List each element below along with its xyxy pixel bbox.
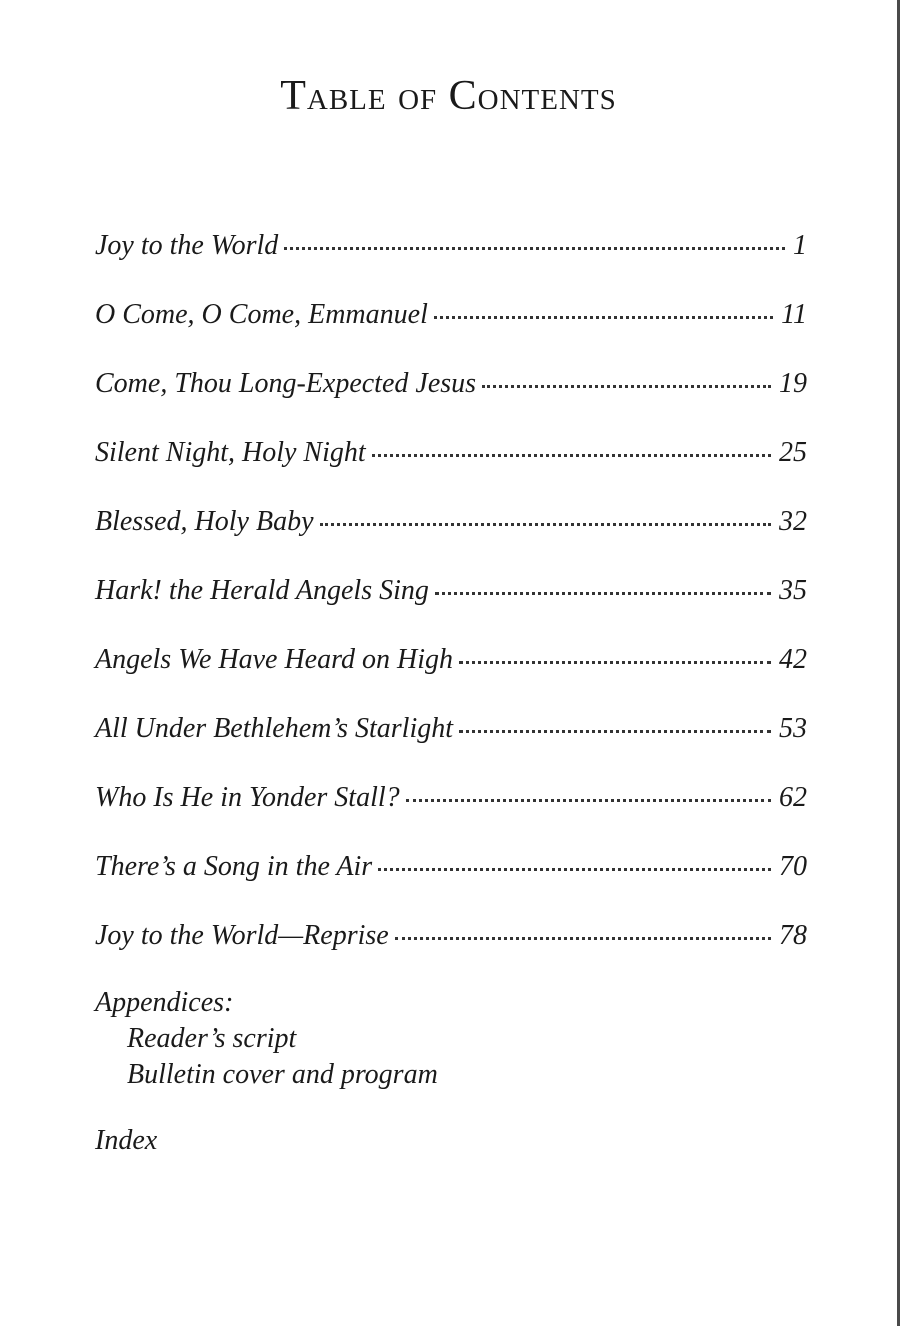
toc-entry-page: 42 (779, 644, 807, 675)
toc-entry-title: O Come, O Come, Emmanuel (95, 299, 428, 330)
dot-leader (482, 364, 771, 392)
toc-entry-title: Silent Night, Holy Night (95, 437, 366, 468)
toc-entry-page: 70 (779, 851, 807, 882)
dot-leader (320, 502, 772, 530)
toc-entry-page: 32 (779, 506, 807, 537)
toc-entry[interactable] (95, 498, 807, 567)
toc-entry[interactable] (95, 774, 807, 843)
dot-leader (434, 295, 773, 323)
dot-leader (378, 847, 771, 875)
toc-entry-title: Joy to the World—Reprise (95, 920, 389, 951)
toc-entry-title: Come, Thou Long-Expected Jesus (95, 368, 477, 399)
toc-entry[interactable] (95, 222, 807, 291)
toc-entry-page: 35 (779, 575, 807, 606)
toc-entry-title: There’s a Song in the Air (95, 851, 373, 882)
dot-leader (459, 709, 771, 737)
appendix-item[interactable]: Reader’s script (127, 1023, 297, 1054)
toc-entry-title: Angels We Have Heard on High (95, 644, 453, 675)
appendices-heading: Appendices: (95, 987, 234, 1018)
toc-entry-title: Joy to the World (95, 230, 279, 261)
toc-entry-page: 1 (793, 230, 807, 261)
toc-entry-title: Who Is He in Yonder Stall? (95, 782, 400, 813)
toc-entry-page: 19 (779, 368, 807, 399)
toc-entry-page: 25 (779, 437, 807, 468)
toc-entry[interactable] (95, 567, 807, 636)
toc-entry[interactable] (95, 429, 807, 498)
dot-leader (406, 778, 771, 806)
toc-entry-page: 53 (779, 713, 807, 744)
toc-entry-page: 62 (779, 782, 807, 813)
toc-entry-title: All Under Bethlehem’s Starlight (95, 713, 453, 744)
toc-entry-page: 78 (779, 920, 807, 951)
dot-leader (395, 916, 771, 944)
toc-entry-title: Blessed, Holy Baby (95, 506, 314, 537)
table-of-contents (95, 222, 807, 981)
toc-entry[interactable] (95, 360, 807, 429)
dot-leader (435, 571, 771, 599)
dot-leader (459, 640, 771, 668)
toc-entry-page: 11 (781, 299, 807, 330)
toc-entry[interactable] (95, 636, 807, 705)
toc-entry[interactable] (95, 843, 807, 912)
toc-entry[interactable] (95, 291, 807, 360)
index-entry[interactable]: Index (95, 1125, 158, 1156)
page-title: Table of Contents (280, 73, 617, 119)
toc-entry-title: Hark! the Herald Angels Sing (95, 575, 429, 606)
dot-leader (372, 433, 771, 461)
toc-entry[interactable] (95, 705, 807, 774)
appendices-section (95, 985, 438, 1093)
toc-entry[interactable] (95, 912, 807, 981)
dot-leader (284, 226, 785, 254)
appendix-item[interactable]: Bulletin cover and program (127, 1059, 438, 1090)
